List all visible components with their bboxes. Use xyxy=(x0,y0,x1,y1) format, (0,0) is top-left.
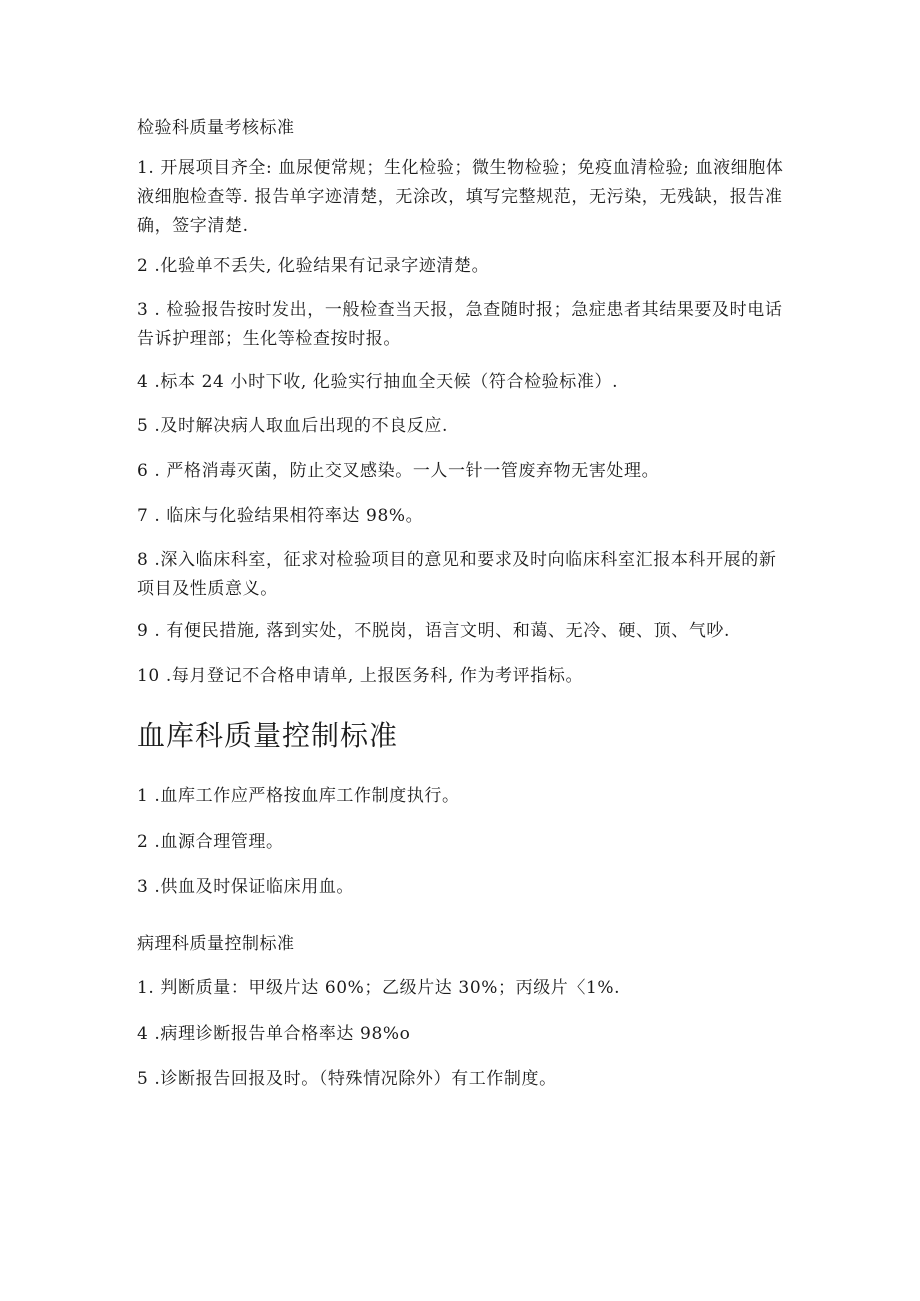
list-item: 8 .深入临床科室，征求对检验项目的意见和要求及时向临床科室汇报本科开展的新项目及性质意义。 xyxy=(137,550,777,599)
list-item: 3 .供血及时保证临床用血。 xyxy=(137,877,355,897)
list-item: 7 . 临床与化验结果相符率达 98%。 xyxy=(137,506,424,526)
list-item: 4 .标本 24 小时下收, 化验实行抽血全天候（符合检验标准）. xyxy=(137,372,619,392)
section-title-blood-bank: 血库科质量控制标准 xyxy=(137,719,399,752)
list-item: 6 . 严格消毒灭菌，防止交叉感染。一人一针一管废弃物无害处理。 xyxy=(137,461,660,481)
section-title-lab-quality: 检验科质量考核标准 xyxy=(137,118,295,138)
list-item: 4 .病理诊断报告单合格率达 98%o xyxy=(137,1024,411,1044)
list-item: 5 .诊断报告回报及时。（特殊情况除外）有工作制度。 xyxy=(137,1069,557,1089)
list-item: 1. 开展项目齐全: 血尿便常规；生化检验；微生物检验；免疫血清检验; 血液细胞体液细胞检查等. 报告单字迹清楚，无涂改，填写完整规范，无污染，无残缺，报告准确，签字清楚. xyxy=(137,158,784,236)
list-item: 5 .及时解决病人取血后出现的不良反应. xyxy=(137,416,449,436)
list-item: 2 .化验单不丢失, 化验结果有记录字迹清楚。 xyxy=(137,256,490,276)
list-item: 1. 判断质量：甲级片达 60%；乙级片达 30%；丙级片〈1%. xyxy=(137,978,621,998)
list-item: 9 . 有便民措施, 落到实处，不脱岗，语言文明、和蔼、无冷、硬、顶、气吵. xyxy=(137,621,731,641)
section-title-pathology: 病理科质量控制标准 xyxy=(137,934,295,954)
list-item: 10 .每月登记不合格申请单, 上报医务科, 作为考评指标。 xyxy=(137,666,584,686)
list-item: 3 . 检验报告按时发出，一般检查当天报，急查随时报；急症患者其结果要及时电话告诉护理部；生化等检查按时报。 xyxy=(137,300,783,349)
list-item: 2 .血源合理管理。 xyxy=(137,832,284,852)
list-item: 1 .血库工作应严格按血库工作制度执行。 xyxy=(137,786,460,806)
